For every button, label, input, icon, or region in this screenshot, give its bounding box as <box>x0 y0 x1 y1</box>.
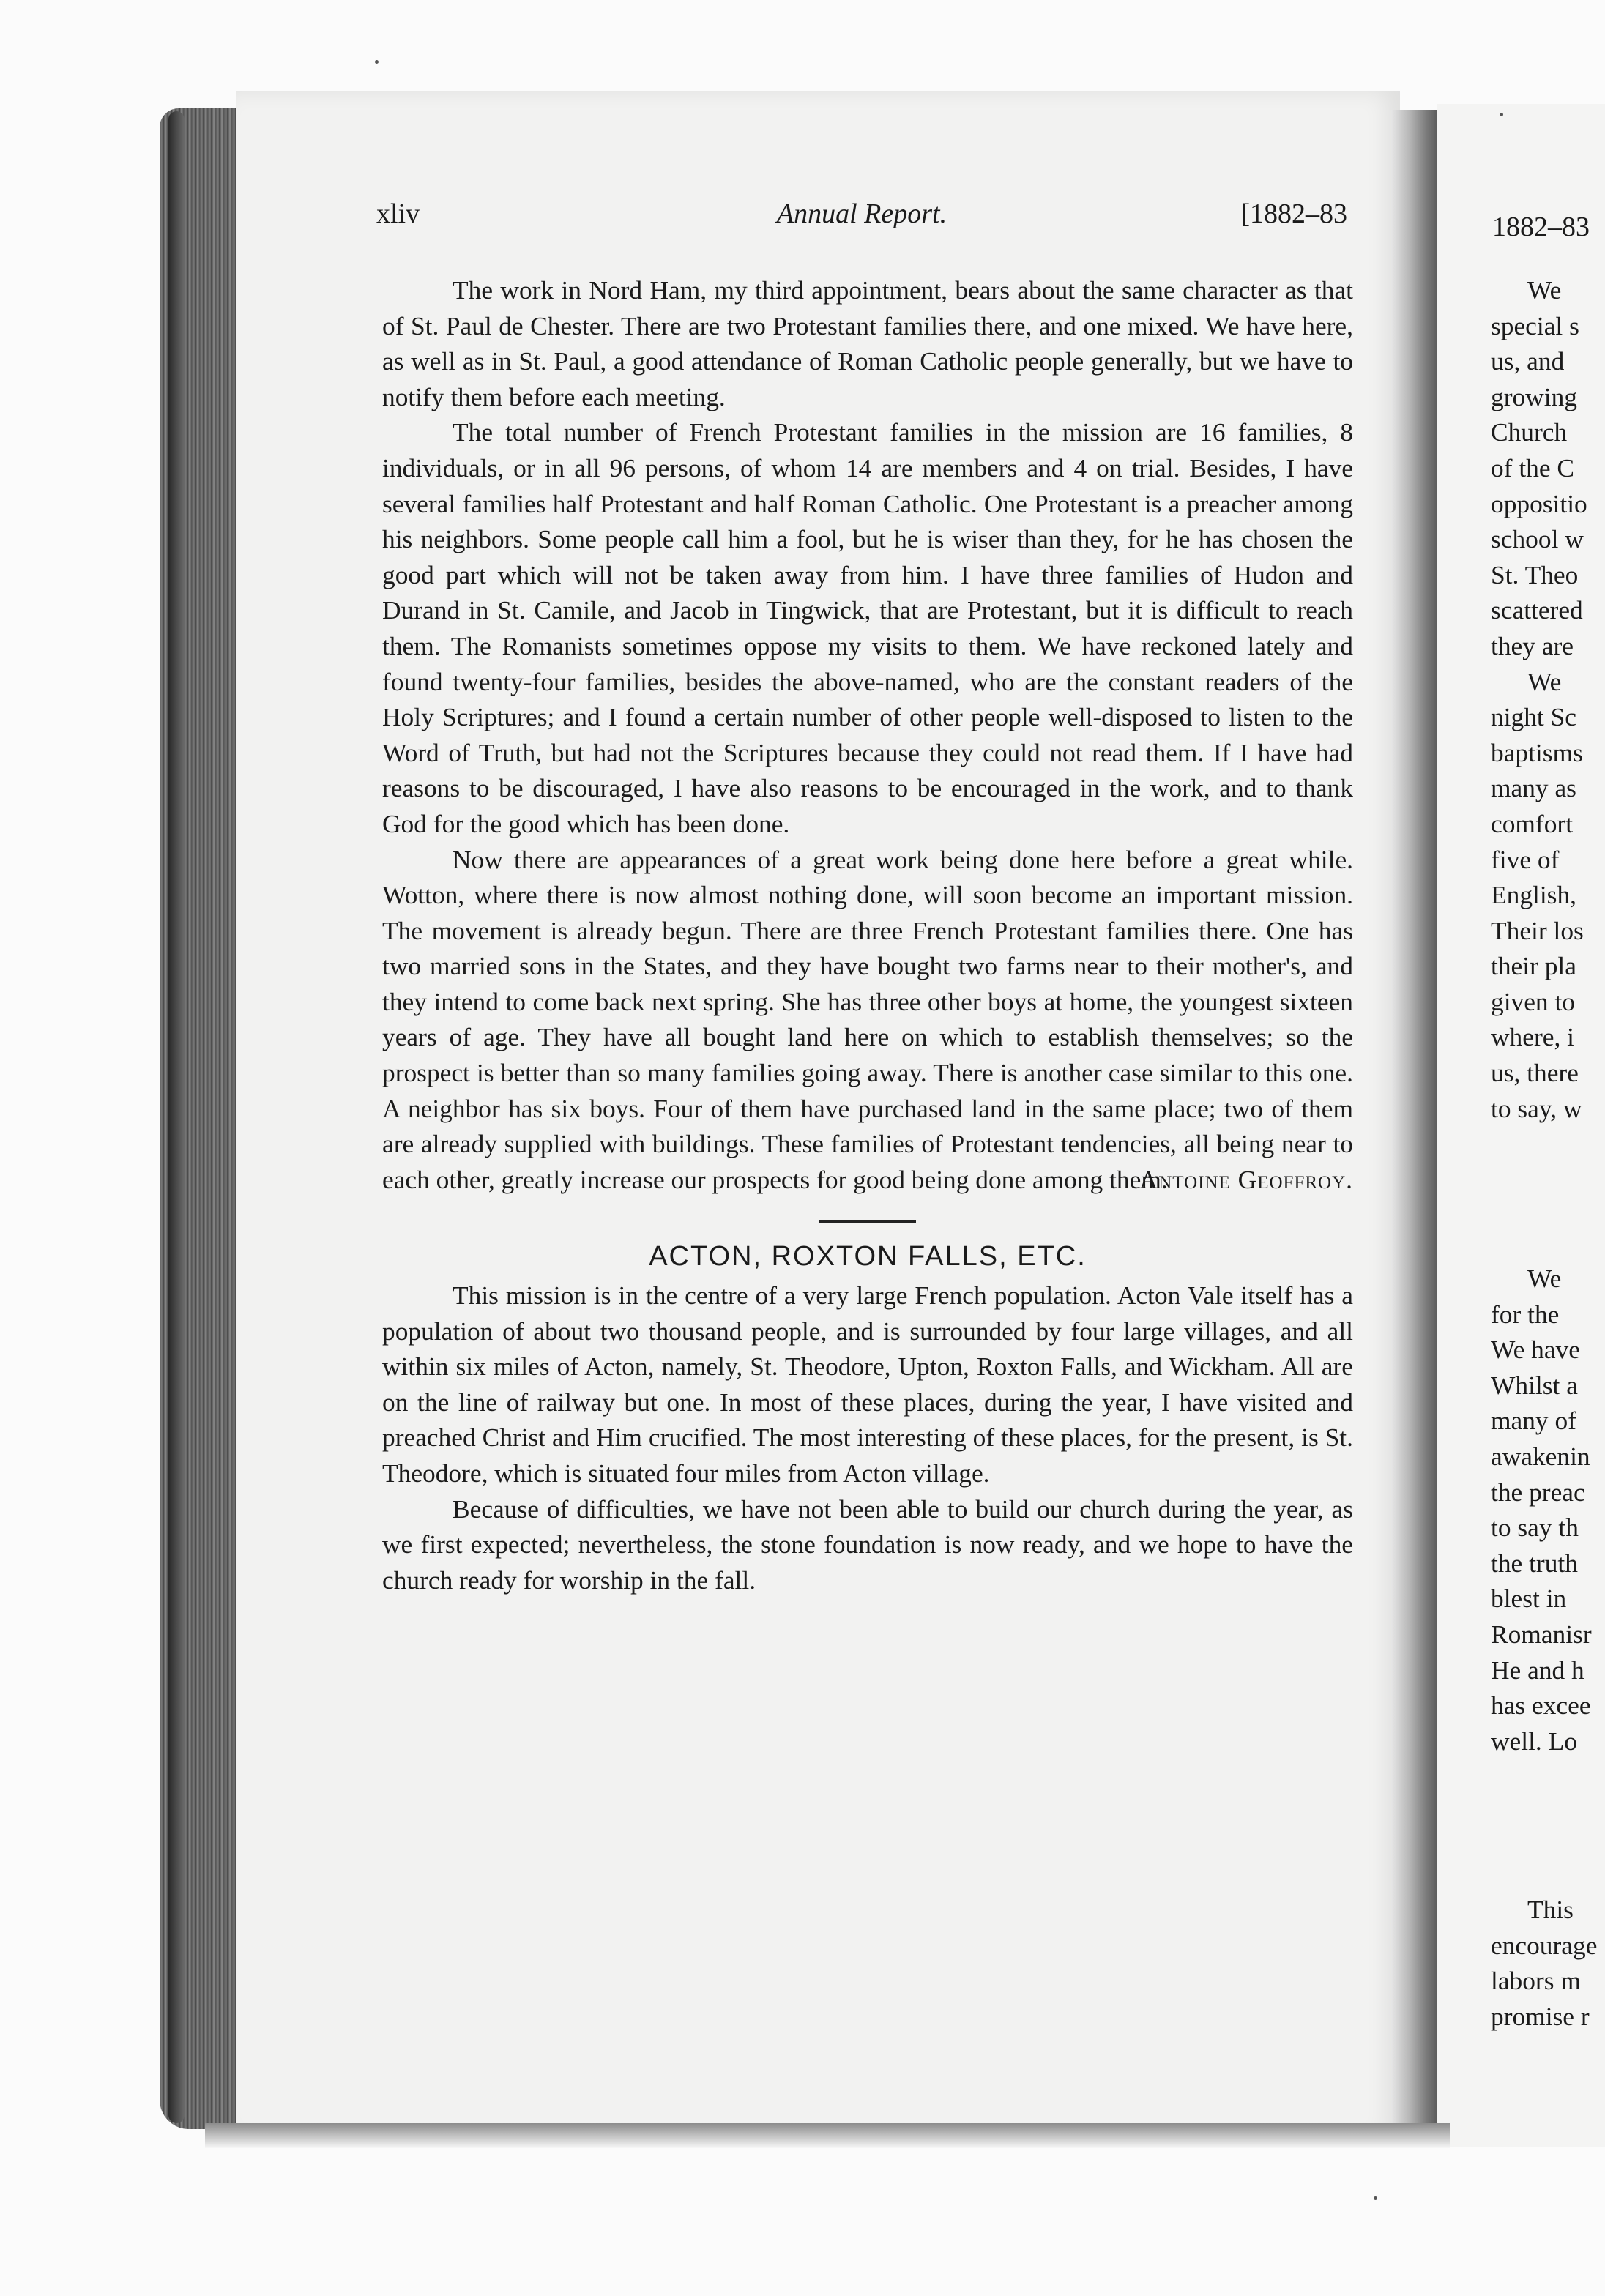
right-page-line: to say th <box>1491 1513 1579 1543</box>
right-page-line: us, and <box>1491 346 1565 376</box>
paragraph-with-signature <box>382 842 1353 1198</box>
section-heading: ACTON, ROXTON FALLS, ETC. <box>649 1241 1087 1272</box>
right-page-line: Their los <box>1491 915 1584 945</box>
right-page-line: to say, w <box>1491 1093 1582 1123</box>
right-page-line: awakenin <box>1491 1441 1590 1471</box>
right-page-line: He and h <box>1491 1655 1584 1685</box>
right-page-line: many of <box>1491 1406 1576 1436</box>
right-page-line: baptisms <box>1491 737 1583 767</box>
right-page-line: where, i <box>1491 1022 1574 1052</box>
dust-speck <box>1374 2196 1377 2200</box>
right-page-line: promise r <box>1491 2001 1590 2031</box>
right-page-header: 1882–83 <box>1492 212 1590 242</box>
right-page-line: growing <box>1491 381 1577 411</box>
right-page-line: school w <box>1491 524 1584 554</box>
paragraph: Now there are appearances of a great work being done here before a great while. Wotton, where there is now almost nothing done, will soon become an important mission. The movement is already begun. There are three French Protestant families there. One has two married sons in the States, and they have bought two farms near to their mother's, and they intend to come back next spring. She has three other boys at home, the youngest sixteen years of age. They have all bought land here on which to establish themselves; so the prospect is better than so many families going away. There is another case similar to this one. A neighbor has six boys. Four of them have purchased land in the same place; two of them are already supplied with buildings. These families of Protestant tendencies, all being near to each other, greatly increase our prospects for good being done among them. <box>382 844 1353 1194</box>
right-page-line: the truth <box>1491 1548 1578 1578</box>
right-page-text-middle <box>1491 1261 1605 1759</box>
section-divider <box>819 1220 916 1223</box>
right-page-line: We <box>1527 666 1562 696</box>
right-page-line: well. Lo <box>1491 1726 1577 1756</box>
right-page-text-top <box>1491 272 1605 1126</box>
page-number: xliv <box>376 198 420 229</box>
right-page-line: many as <box>1491 773 1576 803</box>
paragraph: The work in Nord Ham, my third appointment, bears about the same character as that of St. Paul de Chester. There are two Protestant families there, and one mixed. We have here, as well as in St. Paul, a good attendance of Roman Catholic people generally, but we have to notify them before each meeting. <box>382 275 1353 411</box>
paragraph: Because of difficulties, we have not been able to build our church during the year, as we first expected; nevertheless, the stone foundation is now ready, and we hope to have the church ready for worship in the fall. <box>382 1494 1353 1595</box>
right-page-line: comfort <box>1491 808 1574 838</box>
running-title: Annual Report. <box>776 198 947 229</box>
right-page-line: English, <box>1491 880 1576 910</box>
page-bottom-shadow <box>205 2123 1450 2148</box>
right-page-line: special s <box>1491 310 1579 340</box>
right-page-line: night Sc <box>1491 702 1576 732</box>
right-page-line: St. Theo <box>1491 559 1579 589</box>
right-page-line: the preac <box>1491 1477 1585 1507</box>
right-page-line: This <box>1527 1895 1574 1924</box>
right-page-line: five of <box>1491 844 1560 874</box>
right-page-line: of the C <box>1491 452 1575 482</box>
report-year: [1882–83 <box>1240 198 1347 229</box>
right-page-line: We have <box>1491 1335 1580 1365</box>
right-page-line: their pla <box>1491 951 1576 981</box>
right-page-line: has excee <box>1491 1691 1591 1721</box>
right-page-line: scattered <box>1491 595 1583 625</box>
right-page-line: given to <box>1491 986 1576 1016</box>
right-page-text-bottom <box>1491 1892 1605 2034</box>
signature: Antoine Geoffroy. <box>1139 1164 1353 1194</box>
right-page-line: they are <box>1491 630 1574 660</box>
right-page-line: oppositio <box>1491 488 1587 518</box>
dust-speck <box>375 60 379 64</box>
right-page-line: Romanisr <box>1491 1619 1592 1649</box>
right-page-line: We <box>1527 1264 1562 1293</box>
right-page-line: Church <box>1491 417 1568 447</box>
book-gutter <box>1391 110 1438 2145</box>
paragraph: This mission is in the centre of a very large French population. Acton Vale itself has a population of about two thousand people, and is surrounded by four large villages, and all within six miles of Acton, namely, St. Theodore, Upton, Roxton Falls, and Wickham. All are on the line of railway but one. In most of these places, during the year, I have visited and preached Christ and Him crucified. The most interesting of these places, for the present, is St. Theodore, which is situated four miles from Acton village. <box>382 1281 1353 1488</box>
dust-speck <box>1500 113 1503 116</box>
right-page-line: Whilst a <box>1491 1370 1578 1400</box>
running-head <box>376 198 1347 242</box>
right-page-line: us, there <box>1491 1058 1579 1088</box>
text-column <box>382 272 1353 1598</box>
right-page-line: We <box>1527 275 1562 305</box>
right-page-line: labors m <box>1491 1966 1581 1996</box>
paragraph: The total number of French Protestant families in the mission are 16 families, 8 individuals, or in all 96 persons, of whom 14 are members and 4 on trial. Besides, I have several families half Protestant and half Roman Catholic. One Protestant is a preacher among his neighbors. Some people call him a fool, but he is wiser than they, for he has chosen the good part which will not be taken away from him. I have three families of Hudon and Durand in St. Camile, and Jacob in Tingwick, that are Protestant, but it is difficult to reach them. The Romanists sometimes oppose my visits to them. We have reckoned lately and found twenty-four families, besides the above-named, who are the constant readers of the Holy Scriptures; and I found a certain number of other people well-disposed to listen to the Word of Truth, but had not the Scriptures because they could not read them. If I have had reasons to be discouraged, I have also reasons to be encouraged in the work, and to thank God for the good which has been done. <box>382 417 1353 838</box>
book-edge-shadow <box>168 111 185 2123</box>
right-page-line: for the <box>1491 1299 1560 1329</box>
right-page-line: blest in <box>1491 1584 1567 1614</box>
right-page-line: encourage <box>1491 1930 1598 1960</box>
